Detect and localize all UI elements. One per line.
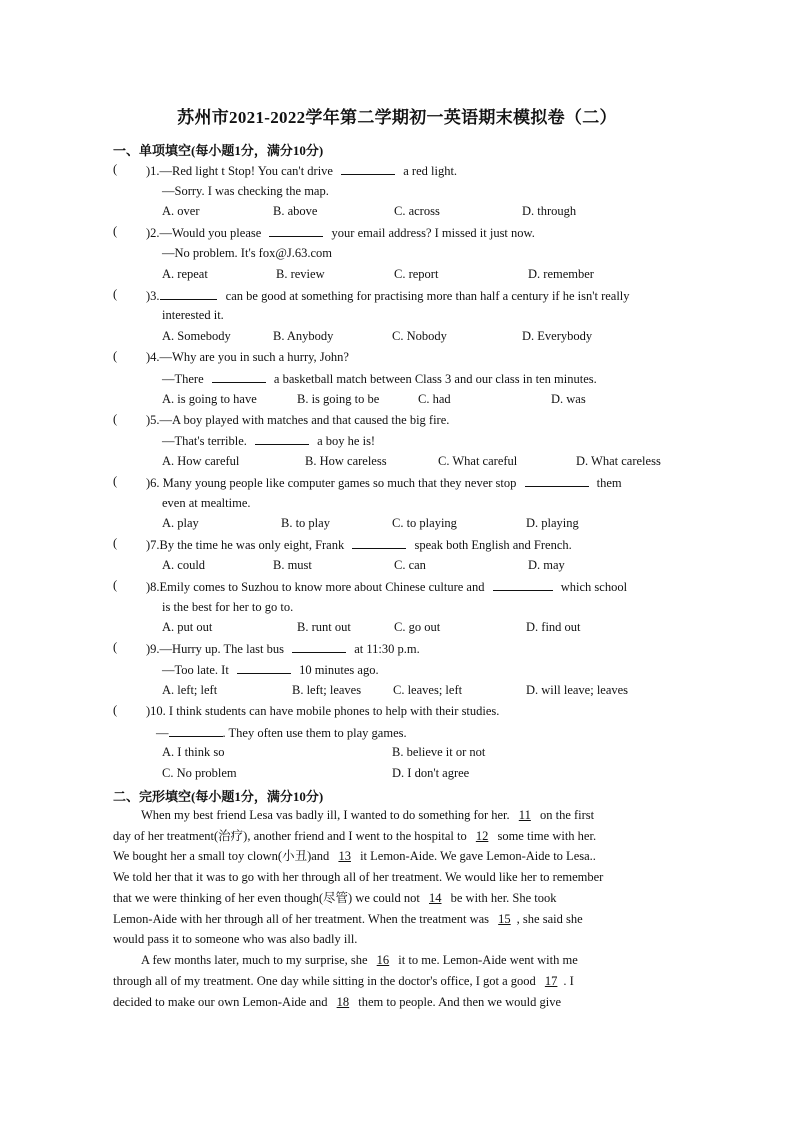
option-a: A. I think so [162, 745, 225, 759]
question-text: )2.—Would you please [146, 226, 262, 240]
page-title: 苏州市2021-2022学年第二学期初一英语期末模拟卷（二） [177, 108, 617, 127]
section-heading-multiple-choice: 一、单项填空(每小题1分，满分10分) [113, 143, 324, 158]
option-c: C. can [394, 558, 426, 572]
option-c: C. had [418, 392, 451, 406]
passage-text: them to people. And then we would give [358, 995, 562, 1009]
question-text: )9.—Hurry up. The last bus [146, 642, 284, 656]
question-text: a red light. [403, 164, 458, 178]
dialog-reply: —There [162, 372, 204, 386]
option-b: B. left; leaves [292, 683, 362, 697]
option-b: B. believe it or not [392, 745, 486, 759]
question-text-continued: even at mealtime. [162, 496, 251, 510]
dialog-reply: a basketball match between Class 3 and our class in ten minutes. [273, 372, 597, 386]
answer-bracket: ( [113, 412, 118, 426]
answer-blank [212, 370, 266, 383]
answer-blank [525, 474, 589, 487]
question-text: speak both English and French. [414, 538, 572, 552]
option-d: D. remember [528, 267, 594, 281]
option-b: B. to play [281, 516, 330, 530]
blank-number: 16 [376, 953, 390, 967]
answer-blank [352, 536, 406, 549]
answer-bracket: ( [113, 349, 118, 363]
section-heading-cloze: 二、完形填空(每小题1分，满分10分) [113, 789, 324, 804]
question-text: )8.Emily comes to Suzhou to know more about Chinese culture and [146, 580, 485, 594]
option-a: A. over [162, 204, 200, 218]
passage-text: would pass it to someone who was also badly ill. [113, 932, 358, 946]
question-text: )3. [146, 289, 160, 303]
option-a: A. play [162, 516, 199, 530]
answer-blank [255, 432, 309, 445]
blank-number: 11 [518, 808, 531, 822]
passage-text: some time with her. [497, 829, 597, 843]
question-text: which school [560, 580, 628, 594]
option-d: D. will leave; leaves [526, 683, 629, 697]
passage-text: A few months later, much to my surprise, she [141, 953, 368, 967]
option-d: D. I don't agree [392, 766, 470, 780]
passage-text: it to me. Lemon-Aide went with me [398, 953, 578, 967]
question-text: )1.—Red light t Stop! You can't drive [146, 164, 333, 178]
question-text: )6. Many young people like computer games so much that they never stop [146, 476, 517, 490]
dialog-reply: —Too late. It [162, 663, 229, 677]
blank-number: 18 [336, 995, 350, 1009]
answer-bracket: ( [113, 536, 118, 550]
answer-bracket: ( [113, 224, 118, 238]
answer-blank [341, 162, 395, 175]
option-d: D. through [522, 204, 577, 218]
option-a: A. could [162, 558, 206, 572]
answer-blank [269, 224, 323, 237]
question-text: )10. I think students can have mobile phones to help with their studies. [146, 704, 500, 718]
answer-blank [292, 640, 346, 653]
answer-bracket: ( [113, 578, 118, 592]
option-c: C. to playing [392, 516, 457, 530]
option-c: C. report [394, 267, 439, 281]
answer-bracket: ( [113, 640, 118, 654]
option-c: C. No problem [162, 766, 237, 780]
option-a: A. repeat [162, 267, 208, 281]
question-text: can be good at something for practising more than half a century if he isn't really [225, 289, 630, 303]
option-d: D. find out [526, 620, 581, 634]
passage-text: . I [563, 974, 574, 988]
blank-number: 15 [498, 912, 511, 926]
passage-text: be with her. She took [450, 891, 557, 905]
option-b: B. How careless [305, 454, 387, 468]
answer-blank [493, 578, 553, 591]
passage-text: decided to make our own Lemon-Aide and [113, 995, 328, 1009]
option-a: A. is going to have [162, 392, 257, 406]
question-text-continued: is the best for her to go to. [162, 600, 294, 614]
dialog-reply: —No problem. It's fox@J.63.com [162, 246, 332, 260]
passage-text: it Lemon-Aide. We gave Lemon-Aide to Lesa.. [360, 849, 596, 863]
passage-text: , she said she [516, 912, 583, 926]
dialog-reply: 10 minutes ago. [299, 663, 379, 677]
option-c: C. leaves; left [393, 683, 463, 697]
passage-text: When my best friend Lesa vas badly ill, I wanted to do something for her. [141, 808, 510, 822]
blank-number: 14 [429, 891, 442, 905]
question-text: )7.By the time he was only eight, Frank [146, 538, 345, 552]
dialog-reply: — [156, 726, 169, 740]
question-text: )4.—Why are you in such a hurry, John? [146, 350, 349, 364]
dialog-reply: —That's terrible. [162, 434, 247, 448]
question-text-continued: interested it. [162, 308, 224, 322]
answer-bracket: ( [113, 162, 118, 176]
option-b: B. Anybody [273, 329, 334, 343]
dialog-reply: —Sorry. I was checking the map. [162, 184, 329, 198]
blank-number: 13 [338, 849, 351, 863]
option-c: C. across [394, 204, 440, 218]
question-text: them [596, 476, 622, 490]
passage-text: that we were thinking of her even though(尽管) we could not [113, 891, 420, 905]
option-a: A. left; left [162, 683, 218, 697]
answer-bracket: ( [113, 703, 118, 717]
answer-blank [237, 661, 291, 674]
answer-blank [160, 287, 217, 300]
blank-number: 17 [544, 974, 558, 988]
passage-text: Lemon-Aide with her through all of her treatment. When the treatment was [113, 912, 490, 926]
passage-text: on the first [539, 808, 595, 822]
option-d: D. playing [526, 516, 579, 530]
answer-bracket: ( [113, 287, 118, 301]
question-text: )5.—A boy played with matches and that caused the big fire. [146, 413, 450, 427]
option-d: D. may [528, 558, 565, 572]
option-b: B. must [273, 558, 312, 572]
option-b: B. is going to be [297, 392, 380, 406]
option-b: B. runt out [297, 620, 351, 634]
passage-text: through all of my treatment. One day while sitting in the doctor's office, I got a good [113, 974, 536, 988]
option-c: C. Nobody [392, 329, 447, 343]
dialog-reply: . They often use them to play games. [222, 726, 407, 740]
question-text: your email address? I missed it just now. [331, 226, 535, 240]
option-b: B. review [276, 267, 325, 281]
passage-text: day of her treatment(治疗), another friend and I went to the hospital to [113, 829, 467, 843]
option-a: A. Somebody [162, 329, 231, 343]
answer-blank [169, 724, 223, 737]
option-b: B. above [273, 204, 318, 218]
option-d: D. was [551, 392, 586, 406]
blank-number: 12 [475, 829, 489, 843]
passage-text: We bought her a small toy clown(小丑)and [113, 849, 330, 863]
option-d: D. Everybody [522, 329, 593, 343]
answer-bracket: ( [113, 474, 118, 488]
option-c: C. What careful [438, 454, 518, 468]
option-a: A. put out [162, 620, 213, 634]
dialog-reply: a boy he is! [317, 434, 376, 448]
passage-text: We told her that it was to go with her through all of her treatment. We would like her to remember [113, 870, 604, 884]
option-c: C. go out [394, 620, 441, 634]
option-d: D. What careless [576, 454, 661, 468]
question-text: at 11:30 p.m. [354, 642, 420, 656]
option-a: A. How careful [162, 454, 240, 468]
